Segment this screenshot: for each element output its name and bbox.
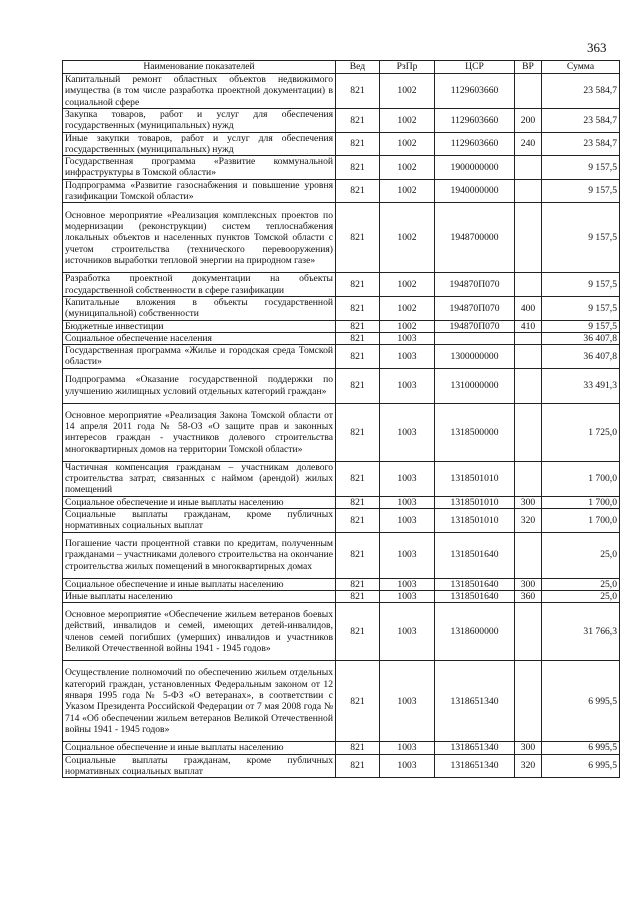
cell-name: Закупка товаров, работ и услуг для обеспечения государственных (муниципальных) нужд [63,109,336,133]
cell-ved: 821 [336,74,380,109]
table-row [63,345,620,369]
cell-vr [515,532,542,578]
cell-rzpr: 1003 [380,661,435,742]
cell-name: Социальное обеспечение и иные выплаты населению [63,578,336,590]
cell-vr [515,345,542,369]
cell-csr: 1318501010 [435,461,515,496]
table-row [63,603,620,661]
cell-name: Бюджетные инвестиции [63,320,336,332]
cell-csr: 1129603660 [435,109,515,133]
cell-vr [515,156,542,180]
cell-sum: 31 766,3 [542,603,620,661]
cell-rzpr: 1003 [380,509,435,533]
cell-name: Подпрограмма «Оказание государственной поддержки по улучшению жилищных условий отдельных категорий граждан» [63,368,336,403]
cell-sum: 23 584,7 [542,109,620,133]
page-number: 363 [587,40,607,55]
cell-ved: 821 [336,461,380,496]
cell-name: Капитальный ремонт областных объектов недвижимого имущества (в том числе разработка проектной документации) в социальной сфере [63,74,336,109]
table-row [63,496,620,508]
cell-csr: 1318501010 [435,496,515,508]
cell-sum: 23 584,7 [542,132,620,156]
cell-ved: 821 [336,320,380,332]
cell-csr: 1318501640 [435,590,515,602]
cell-ved: 821 [336,578,380,590]
cell-name: Иные закупки товаров, работ и услуг для обеспечения государственных (муниципальных) нужд [63,132,336,156]
cell-name: Основное мероприятие «Обеспечение жильем ветеранов боевых действий, инвалидов и семей, имеющих детей-инвалидов, членов семей погибших (умерших) инвалидов и участников Великой Отечественной войны 1941 - 1945 годов» [63,603,336,661]
cell-rzpr: 1002 [380,74,435,109]
table-row [63,156,620,180]
table-row [63,661,620,742]
table-row [63,179,620,203]
cell-vr [515,368,542,403]
cell-sum: 9 157,5 [542,296,620,320]
cell-vr [515,332,542,344]
cell-name: Основное мероприятие «Реализация комплексных проектов по модернизации (реконструкции) систем теплоснабжения локальных объектов и населенных пунктов Томской области с учетом строительства (технического перевооружения) источников выработки тепловой энергии на природном газе» [63,203,336,273]
cell-csr: 194870П070 [435,296,515,320]
cell-name: Подпрограмма «Развитие газоснабжения и повышение уровня газификации Томской области» [63,179,336,203]
cell-sum: 36 407,8 [542,332,620,344]
cell-rzpr: 1003 [380,742,435,754]
cell-ved: 821 [336,132,380,156]
cell-csr: 1318501010 [435,509,515,533]
cell-sum: 1 700,0 [542,461,620,496]
cell-ved: 821 [336,496,380,508]
cell-ved: 821 [336,532,380,578]
cell-ved: 821 [336,754,380,778]
table-row [63,273,620,297]
cell-rzpr: 1003 [380,403,435,461]
header-rzpr: РзПр [380,61,435,74]
table-row [63,532,620,578]
cell-sum: 36 407,8 [542,345,620,369]
cell-ved: 821 [336,661,380,742]
cell-name: Осуществление полномочий по обеспечению жильем отдельных категорий граждан, установленных Федеральным законом от 12 января 1995 года № 5-ФЗ «О ветеранах», в соответствии с Указом Президента Российской Федерации от 7 мая 2008 года № 714 «Об обеспечении жильем ветеранов Великой Отечественной войны 1941 - 1945 годов» [63,661,336,742]
cell-csr: 1129603660 [435,74,515,109]
table-row [63,461,620,496]
cell-name: Социальное обеспечение населения [63,332,336,344]
cell-name: Основное мероприятие «Реализация Закона Томской области от 14 апреля 2011 года № 58-ОЗ «О защите прав и законных интересов граждан - участников долевого строительства многоквартирных домов на территории Томской области» [63,403,336,461]
cell-csr: 1318651340 [435,742,515,754]
cell-sum: 9 157,5 [542,179,620,203]
budget-table [62,60,620,778]
cell-rzpr: 1002 [380,296,435,320]
cell-sum: 9 157,5 [542,156,620,180]
cell-ved: 821 [336,203,380,273]
cell-ved: 821 [336,296,380,320]
cell-vr: 300 [515,578,542,590]
cell-ved: 821 [336,179,380,203]
cell-vr [515,461,542,496]
cell-rzpr: 1003 [380,345,435,369]
cell-rzpr: 1003 [380,532,435,578]
cell-vr: 240 [515,132,542,156]
header-name: Наименование показателей [63,61,336,74]
cell-rzpr: 1002 [380,203,435,273]
cell-name: Социальные выплаты гражданам, кроме публичных нормативных социальных выплат [63,754,336,778]
table-row [63,742,620,754]
header-row [63,61,620,74]
cell-name: Иные выплаты населению [63,590,336,602]
cell-ved: 821 [336,332,380,344]
cell-vr: 320 [515,509,542,533]
cell-csr: 1129603660 [435,132,515,156]
cell-rzpr: 1002 [380,132,435,156]
cell-sum: 6 995,5 [542,742,620,754]
cell-vr: 300 [515,742,542,754]
cell-csr: 1318651340 [435,754,515,778]
table-row [63,332,620,344]
table-header [63,61,620,74]
table-row [63,578,620,590]
cell-sum: 1 725,0 [542,403,620,461]
cell-vr: 300 [515,496,542,508]
cell-vr [515,273,542,297]
cell-rzpr: 1003 [380,590,435,602]
cell-vr: 400 [515,296,542,320]
table-row [63,509,620,533]
cell-name: Разработка проектной документации на объекты государственной собственности в сфере газификации [63,273,336,297]
table-row [63,754,620,778]
cell-csr: 1318501640 [435,578,515,590]
cell-sum: 6 995,5 [542,661,620,742]
header-csr: ЦСР [435,61,515,74]
cell-rzpr: 1003 [380,461,435,496]
cell-sum: 9 157,5 [542,203,620,273]
table-row [63,203,620,273]
cell-csr: 1948700000 [435,203,515,273]
table-body [63,74,620,778]
cell-csr: 1940000000 [435,179,515,203]
cell-rzpr: 1003 [380,332,435,344]
cell-ved: 821 [336,403,380,461]
cell-vr [515,661,542,742]
cell-name: Государственная программа «Жилье и городская среда Томской области» [63,345,336,369]
cell-csr: 1318651340 [435,661,515,742]
table-row [63,74,620,109]
cell-vr [515,179,542,203]
table-row [63,296,620,320]
cell-ved: 821 [336,156,380,180]
cell-name: Частичная компенсация гражданам – участникам долевого строительства затрат, связанных с наймом (арендой) жилых помещений [63,461,336,496]
cell-name: Социальное обеспечение и иные выплаты населению [63,496,336,508]
cell-vr: 200 [515,109,542,133]
cell-rzpr: 1002 [380,156,435,180]
cell-csr: 1900000000 [435,156,515,180]
cell-vr: 410 [515,320,542,332]
cell-sum: 25,0 [542,578,620,590]
header-sum: Сумма [542,61,620,74]
cell-csr: 194870П070 [435,273,515,297]
cell-csr: 1300000000 [435,345,515,369]
cell-csr: 1310000000 [435,368,515,403]
cell-rzpr: 1002 [380,179,435,203]
table-row [63,320,620,332]
table-row [63,368,620,403]
cell-ved: 821 [336,273,380,297]
header-vr: ВР [515,61,542,74]
cell-vr [515,203,542,273]
cell-ved: 821 [336,109,380,133]
cell-vr: 360 [515,590,542,602]
cell-csr [435,332,515,344]
cell-name: Социальное обеспечение и иные выплаты населению [63,742,336,754]
cell-rzpr: 1003 [380,603,435,661]
cell-name: Государственная программа «Развитие коммунальной инфраструктуры в Томской области» [63,156,336,180]
cell-vr [515,403,542,461]
cell-rzpr: 1003 [380,496,435,508]
cell-rzpr: 1002 [380,273,435,297]
header-ved: Вед [336,61,380,74]
cell-sum: 25,0 [542,590,620,602]
cell-rzpr: 1003 [380,368,435,403]
cell-sum: 1 700,0 [542,509,620,533]
cell-sum: 9 157,5 [542,320,620,332]
cell-vr [515,603,542,661]
cell-sum: 33 491,3 [542,368,620,403]
cell-sum: 23 584,7 [542,74,620,109]
cell-name: Погашение части процентной ставки по кредитам, полученным гражданами – участниками долевого строительства на окончание строительства жилых помещений в многоквартирных домах [63,532,336,578]
cell-ved: 821 [336,345,380,369]
cell-csr: 1318600000 [435,603,515,661]
cell-sum: 25,0 [542,532,620,578]
cell-rzpr: 1003 [380,754,435,778]
cell-ved: 821 [336,368,380,403]
table-row [63,403,620,461]
cell-rzpr: 1002 [380,320,435,332]
cell-sum: 9 157,5 [542,273,620,297]
cell-sum: 1 700,0 [542,496,620,508]
cell-csr: 194870П070 [435,320,515,332]
cell-vr: 320 [515,754,542,778]
cell-ved: 821 [336,742,380,754]
table-row [63,109,620,133]
cell-rzpr: 1002 [380,109,435,133]
cell-name: Капитальные вложения в объекты государственной (муниципальной) собственности [63,296,336,320]
cell-csr: 1318501640 [435,532,515,578]
cell-ved: 821 [336,603,380,661]
cell-ved: 821 [336,590,380,602]
cell-name: Социальные выплаты гражданам, кроме публичных нормативных социальных выплат [63,509,336,533]
cell-sum: 6 995,5 [542,754,620,778]
cell-ved: 821 [336,509,380,533]
table-row [63,590,620,602]
table-row [63,132,620,156]
cell-csr: 1318500000 [435,403,515,461]
cell-vr [515,74,542,109]
cell-rzpr: 1003 [380,578,435,590]
